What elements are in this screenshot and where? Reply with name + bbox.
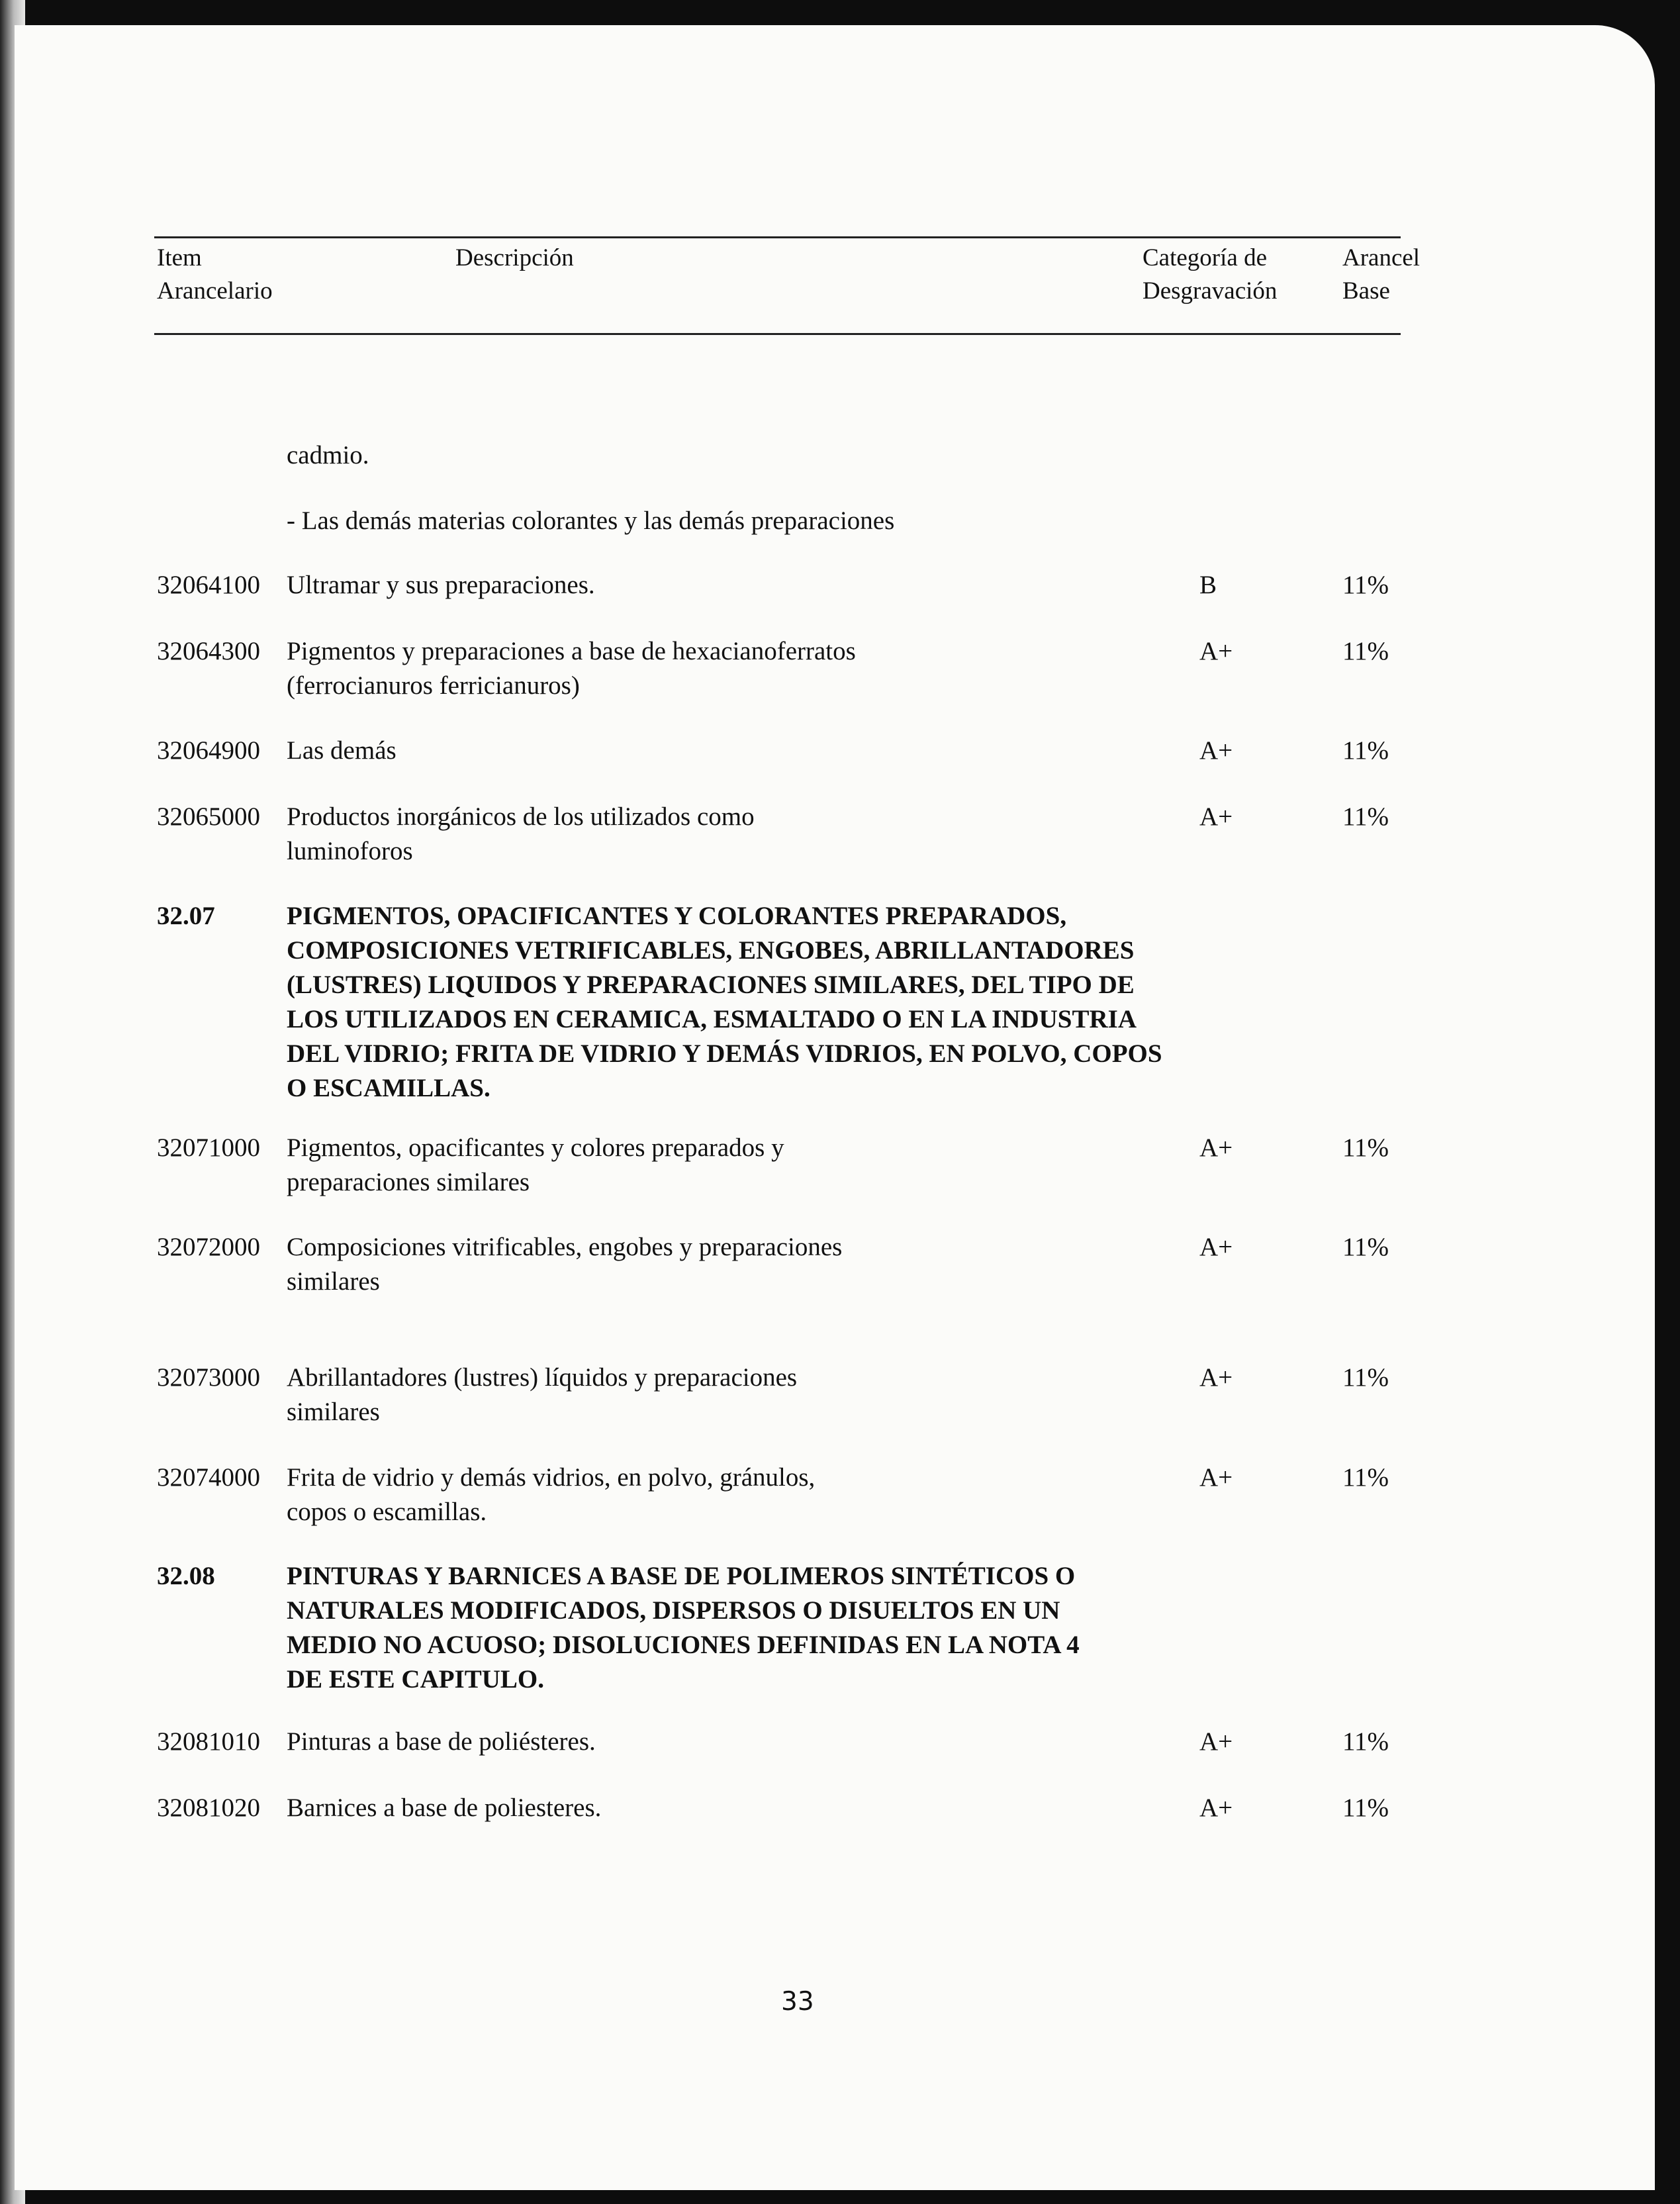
description-line: Composiciones vitrificables, engobes y preparaciones <box>287 1233 843 1261</box>
base-rate-value: 11% <box>1342 1233 1389 1261</box>
item-description <box>287 1230 842 1299</box>
description-line: O ESCAMILLAS. <box>287 1074 490 1102</box>
base-rate-value: 11% <box>1342 1463 1389 1492</box>
base-rate-value: 11% <box>1342 736 1389 765</box>
description-line: LOS UTILIZADOS EN CERAMICA, ESMALTADO O EN LA INDUSTRIA <box>287 1005 1137 1033</box>
description-line: Las demás <box>287 736 397 765</box>
category-value: A+ <box>1199 736 1233 765</box>
header-base-line2: Base <box>1342 277 1390 305</box>
base-rate-value: 11% <box>1342 1133 1389 1162</box>
item-code: 32081010 <box>157 1727 260 1756</box>
item-description <box>287 1131 784 1200</box>
category-value: A+ <box>1199 637 1233 665</box>
item-code: 32071000 <box>157 1133 260 1162</box>
heading-description <box>287 899 1162 1106</box>
description-line: PINTURAS Y BARNICES A BASE DE POLIMEROS SINTÉTICOS O <box>287 1562 1076 1590</box>
page-number: 33 <box>781 1987 814 2017</box>
header-base <box>1342 242 1420 308</box>
description-line: (ferrocianuros ferricianuros) <box>287 671 580 700</box>
description-line: DEL VIDRIO; FRITA DE VIDRIO Y DEMÁS VIDRIOS, EN POLVO, COPOS <box>287 1039 1162 1068</box>
base-rate-value: 11% <box>1342 1727 1389 1756</box>
description-line: (LUSTRES) LIQUIDOS Y PREPARACIONES SIMILARES, DEL TIPO DE <box>287 971 1135 999</box>
description-line: luminoforos <box>287 837 413 865</box>
description-line: COMPOSICIONES VETRIFICABLES, ENGOBES, ABRILLANTADORES <box>287 936 1135 965</box>
subheading-text: - Las demás materias colorantes y las demás preparaciones <box>287 506 895 535</box>
category-value: A+ <box>1199 802 1233 831</box>
header-category-line2: Desgravación <box>1143 277 1278 305</box>
category-value: B <box>1199 571 1217 599</box>
header-description: Descripción <box>455 244 574 271</box>
category-value: A+ <box>1199 1463 1233 1492</box>
heading-code: 32.07 <box>157 902 215 930</box>
description-line: PIGMENTOS, OPACIFICANTES Y COLORANTES PREPARADOS, <box>287 902 1067 930</box>
base-rate-value: 11% <box>1342 571 1389 599</box>
document-page <box>15 25 1655 2190</box>
heading-description <box>287 1559 1080 1697</box>
description-line: Pigmentos y preparaciones a base de hexacianoferratos <box>287 637 856 665</box>
description-line: similares <box>287 1398 380 1426</box>
header-top-rule <box>154 236 1401 238</box>
item-description <box>287 734 397 768</box>
header-category-line1: Categoría de <box>1143 244 1267 271</box>
description-line: Pinturas a base de poliésteres. <box>287 1727 596 1756</box>
item-description <box>287 1791 601 1825</box>
category-value: A+ <box>1199 1363 1233 1392</box>
category-value: A+ <box>1199 1794 1233 1822</box>
item-description <box>287 634 856 703</box>
description-line: Ultramar y sus preparaciones. <box>287 571 595 599</box>
header-bottom-rule <box>154 333 1401 335</box>
header-base-line1: Arancel <box>1342 244 1421 271</box>
item-description <box>287 1361 797 1429</box>
category-value: A+ <box>1199 1233 1233 1261</box>
description-line: Pigmentos, opacificantes y colores preparados y <box>287 1133 784 1162</box>
item-code: 32065000 <box>157 802 260 831</box>
item-code: 32073000 <box>157 1363 260 1392</box>
base-rate-value: 11% <box>1342 802 1389 831</box>
description-line: Abrillantadores (lustres) líquidos y preparaciones <box>287 1363 798 1392</box>
description-line: Barnices a base de poliesteres. <box>287 1794 602 1822</box>
header-item-line1: Item <box>157 244 202 271</box>
continuation-text: cadmio. <box>287 441 369 469</box>
description-line: preparaciones similares <box>287 1168 530 1196</box>
description-line: NATURALES MODIFICADOS, DISPERSOS O DISUELTOS EN UN <box>287 1596 1060 1625</box>
item-code: 32064100 <box>157 571 260 599</box>
item-description <box>287 1725 596 1759</box>
header-item <box>157 242 273 308</box>
base-rate-value: 11% <box>1342 637 1389 665</box>
item-code: 32074000 <box>157 1463 260 1492</box>
item-code: 32072000 <box>157 1233 260 1261</box>
heading-code: 32.08 <box>157 1562 215 1590</box>
item-code: 32064300 <box>157 637 260 665</box>
base-rate-value: 11% <box>1342 1363 1389 1392</box>
item-description <box>287 800 755 869</box>
description-line: similares <box>287 1267 380 1296</box>
category-value: A+ <box>1199 1727 1233 1756</box>
item-description <box>287 568 595 602</box>
description-line: Productos inorgánicos de los utilizados como <box>287 802 755 831</box>
description-line: DE ESTE CAPITULO. <box>287 1665 545 1694</box>
item-code: 32064900 <box>157 736 260 765</box>
description-line: copos o escamillas. <box>287 1498 487 1526</box>
header-category <box>1143 242 1277 308</box>
description-line: Frita de vidrio y demás vidrios, en polvo, gránulos, <box>287 1463 816 1492</box>
header-item-line2: Arancelario <box>157 277 273 305</box>
description-line: MEDIO NO ACUOSO; DISOLUCIONES DEFINIDAS EN LA NOTA 4 <box>287 1631 1080 1659</box>
item-code: 32081020 <box>157 1794 260 1822</box>
category-value: A+ <box>1199 1133 1233 1162</box>
item-description <box>287 1461 815 1529</box>
base-rate-value: 11% <box>1342 1794 1389 1822</box>
